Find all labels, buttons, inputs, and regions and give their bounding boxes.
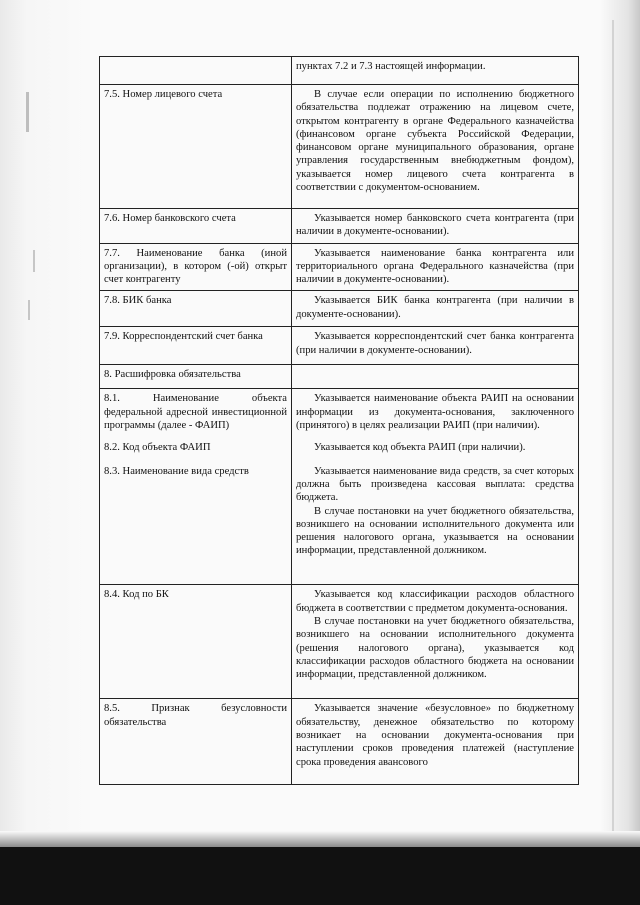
scan-speck (28, 300, 30, 320)
table-row (100, 209, 579, 244)
description-cell: Указывается код классификации расходов областного бюджета в соответствии с предметом документа-основания. В случае постановки на учет бюджетного обязательства, возникшего на основании исполнительного документа (решения налогового органа), указывается код классификации расходов областного бюджета на основании информации, представленной должником. (292, 585, 579, 699)
table-row (100, 365, 579, 389)
scan-right-margin (600, 0, 640, 905)
description-cell: Указывается БИК банка контрагента (при наличии в документе-основании). (292, 291, 579, 327)
description-cell: В случае если операции по исполнению бюджетного обязательства подлежат отражению на лицевом счете, открытом контрагенту в органе Федерального казначейства (финансовом органе субъекта Российской Федерации, финансовом органе муниципального образования, органе управления государственным внебюджетным фондом), указывается номер лицевого счета контрагента в соответствии с документом-основанием. (292, 85, 579, 209)
table-row (100, 327, 579, 365)
table-row (100, 85, 579, 209)
field-cell: 7.6. Номер банковского счета (100, 209, 292, 244)
scan-bottom-shade (0, 831, 640, 847)
field-cell (100, 57, 292, 85)
table-row (100, 389, 579, 585)
field-cell: 8.1. Наименование объекта федеральной адресной инвестиционной программы (далее - ФАИП) 8.2. Код объекта ФАИП 8.3. Наименование вида средств (100, 389, 292, 585)
scan-speck (26, 92, 29, 132)
description-cell: Указывается значение «безусловное» по бюджетному обязательству, денежное обязательство по которому возникает на основании документа-основания при наступлении сроков проведения платежей (наступление срока проведения авансового (292, 699, 579, 785)
table-row (100, 291, 579, 327)
field-cell: 8. Расшифровка обязательства (100, 365, 292, 389)
field-cell: 7.8. БИК банка (100, 291, 292, 327)
description-cell: Указывается наименование банка контрагента или территориального органа Федерального казначейства (при наличии в документе-основании). (292, 243, 579, 291)
instruction-table (99, 56, 579, 785)
description-cell: Указывается номер банковского счета контрагента (при наличии в документе-основании). (292, 209, 579, 244)
description-cell: Указывается корреспондентский счет банка контрагента (при наличии в документе-основании). (292, 327, 579, 365)
table-row (100, 243, 579, 291)
description-cell: Указывается наименование объекта РАИП на основании информации из документа-основания, заключенного (принятого) в целях реализации РАИП (при наличии). Указывается код объекта РАИП (при наличии). Указывается наименование вида средств, за счет которых должна быть произведена кассовая выплата: средства бюджета. В случае постановки на учет бюджетного обязательства, возникшего на основании исполнительного документа или решения налогового органа, указывается на основании информации, представленной должником. (292, 389, 579, 585)
field-cell: 8.4. Код по БК (100, 585, 292, 699)
field-cell: 7.7. Наименование банка (иной организации), в котором (-ой) открыт счет контрагенту (100, 243, 292, 291)
description-cell (292, 365, 579, 389)
field-cell: 7.5. Номер лицевого счета (100, 85, 292, 209)
scan-left-margin (0, 0, 90, 905)
table-row (100, 699, 579, 785)
description-cell: пунктах 7.2 и 7.3 настоящей информации. (292, 57, 579, 85)
scan-speck (612, 20, 614, 840)
field-cell: 8.5. Признак безусловности обязательства (100, 699, 292, 785)
table-row (100, 585, 579, 699)
field-cell: 7.9. Корреспондентский счет банка (100, 327, 292, 365)
scan-bottom-edge (0, 847, 640, 905)
scan-speck (33, 250, 35, 272)
table-row (100, 57, 579, 85)
